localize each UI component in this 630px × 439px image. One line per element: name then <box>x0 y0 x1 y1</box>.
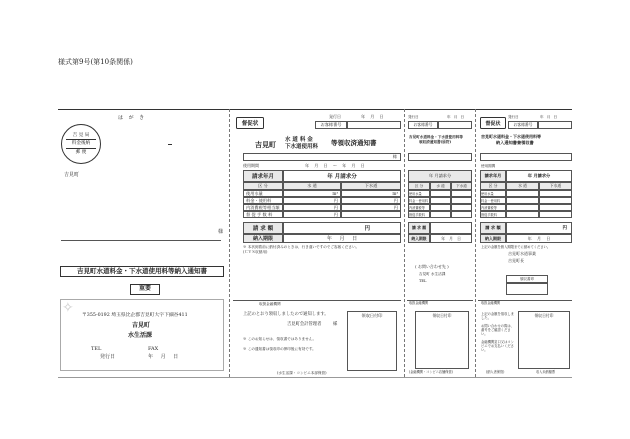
small-note-1: ※ このお知らせは、領収書ではありません。 <box>243 337 317 341</box>
stub3-cell <box>506 211 539 218</box>
row-fee2-sewer <box>341 211 401 218</box>
fax-label: FAX <box>148 346 159 352</box>
postcard-section <box>58 109 226 377</box>
stub3-usage-period: 使用期間 <box>481 164 496 168</box>
important-box <box>130 284 160 295</box>
stub3-customer-no: お客様番号 <box>508 121 538 129</box>
customer-no-label: お客様番号 <box>315 121 347 129</box>
postal-address: 〒355-0192 埼玉県比企郡吉見町大字下細谷411 <box>82 313 188 318</box>
stub2-issue-date: 発行日 <box>408 115 419 119</box>
stub2-section <box>407 109 473 377</box>
row-usage: 使用水量 <box>243 190 283 197</box>
stub2-amount-label: 請 求 額 <box>408 222 430 234</box>
stub3-amount-value: 円 <box>506 222 572 234</box>
stub2-row-1: 使用水量 <box>408 190 430 197</box>
postage-stamp-mark <box>61 124 101 164</box>
form-bottom-border <box>58 377 572 378</box>
stub3-footer-right: 収入未納額票 <box>536 370 556 374</box>
cvs-note: (ＣＶＳ収納用) <box>243 250 268 254</box>
thanks-text: 上記のとおり領収しましたので通知します。 <box>243 312 329 317</box>
reminder-tag: 督促状 <box>236 117 264 129</box>
due-value: 年 月 日 <box>283 234 401 243</box>
stub3-date-units: 年 月 日 <box>540 115 559 119</box>
address-underline <box>61 240 221 241</box>
stub2-stamp-box: 領収日付印 <box>415 311 469 369</box>
issue-date-units: 年 月 日 <box>361 114 386 119</box>
stub3-section <box>478 109 572 377</box>
stub3-reminder-tag: 督促状 <box>480 117 506 129</box>
stub3-note-3: 金融機関窓口又はコンビニでお支払いください。 <box>481 340 514 352</box>
row-tax-water: 円 <box>283 204 341 211</box>
stub2-row-3: 内消費税等 <box>408 204 430 211</box>
stamp-line-3: 郵 便 <box>75 149 87 155</box>
usage-period-units: 年 月 日 〜 年 月 日 <box>305 163 365 168</box>
issue-date-units: 年 月 日 <box>148 354 182 360</box>
stub3-row-1: 使用水量 <box>480 190 506 197</box>
stub2-customer-field <box>438 121 472 129</box>
office-section: 水生活課 <box>128 332 153 339</box>
due-label: 納入期限 <box>243 234 283 243</box>
stub2-col-sewer: 下水道 <box>451 182 472 190</box>
receipt-title-d: 等領収済通知書 <box>331 139 377 147</box>
stub2-inquiry: ( お問い合わせ先 ) <box>415 264 449 269</box>
amount-value: 円 <box>283 222 401 234</box>
stub2-row-2: 料金・使用料 <box>409 199 429 203</box>
stub2-cell <box>451 204 472 211</box>
stub2-inquiry-office: 吉見町 水生活課 <box>419 272 446 276</box>
financial-inst: 取扱金融機関 <box>259 302 281 306</box>
row-tax: 内消費税等相当額 <box>243 204 283 211</box>
tel-label: TEL <box>91 346 102 352</box>
stamp-rule <box>66 148 96 149</box>
stub3-branch-field <box>506 283 548 295</box>
stub2-date-units: 年 月 日 <box>447 115 466 119</box>
row-fee2: 督 促 手 数 料 <box>243 211 283 218</box>
stub2-title: 吉見町水道料金・下水道使用料等 <box>409 135 463 139</box>
stub3-financial-inst: 取扱金融機関 <box>481 301 501 305</box>
issue-date-label: 発行日 <box>100 354 116 360</box>
stub3-title2: 納入通知書兼領収書 <box>496 140 534 145</box>
stub3-branch-label: 領収書印 <box>506 275 548 283</box>
row-tax-sewer: 円 <box>341 204 401 211</box>
corner-star-icon: ✧ <box>62 300 74 316</box>
stub3-payee2: 吉見町長 <box>508 258 524 263</box>
row-fee-sewer: 円 <box>341 197 401 204</box>
stub3-col-water: 水 道 <box>506 182 539 190</box>
treasurer: 吉見町会計管理者 <box>287 322 322 327</box>
postcard-sama: 様 <box>218 229 224 235</box>
stub3-col-kubun: 区 分 <box>480 182 506 190</box>
stamp-line-2: 料金後納 <box>71 141 91 147</box>
stub3-payee1: 吉見町水道事業 <box>508 251 536 256</box>
stub2-due-value: 年 月 日 <box>430 234 472 243</box>
stub2-title2: 領収済通知書(原符) <box>419 140 452 144</box>
amount-label: 請 求 額 <box>243 222 283 234</box>
stub3-payee-note: 上記の金額を納入期限までに納めてください。 <box>481 245 551 249</box>
col-sewer: 下水道 <box>341 182 401 190</box>
receipt-title-c: 下水道使用料 <box>285 144 319 150</box>
stub3-customer-field <box>538 121 572 129</box>
row-usage-water: m³ <box>283 190 341 197</box>
stub2-name-field <box>408 153 472 161</box>
stamp-line-1: 吉 見 局 <box>72 133 90 139</box>
stub2-tel: TEL <box>419 279 427 283</box>
stub3-cell <box>506 197 539 204</box>
form-number: 様式第9号(第10条関係) <box>58 58 133 66</box>
stub3-amount-label: 請 求 額 <box>480 222 506 234</box>
stub3-cell <box>506 204 539 211</box>
usage-period-label: 使用期間 <box>243 163 259 168</box>
issue-date: 発行日 <box>329 114 341 119</box>
stub3-cell <box>539 190 572 197</box>
receipt-title-a: 吉見町 <box>255 140 276 149</box>
stub3-row-3: 内消費税等 <box>480 204 506 211</box>
col-kubun: 区 分 <box>243 182 283 190</box>
stub3-note-2: お問い合わせの際は、番号をご確認ください。 <box>481 324 514 336</box>
row-fee2-water: 円 <box>283 211 341 218</box>
col-water: 水 道 <box>283 182 341 190</box>
stub2-cell <box>451 211 472 218</box>
important-label: 重要 <box>138 285 151 293</box>
stub3-row-2: 料金・使用料 <box>480 197 506 204</box>
stub2-cell <box>430 211 451 218</box>
stub3-cell <box>506 190 539 197</box>
customer-no-field <box>347 121 401 129</box>
receipt-title-b: 水 道 料 金 <box>285 137 313 143</box>
stub3-col-sewer: 下水道 <box>539 182 572 190</box>
notice-title: 吉見町水道料金・下水道使用料等納入通知書 <box>77 266 207 275</box>
receipt-section <box>233 109 401 377</box>
stub2-col-kubun: 区 分 <box>408 182 430 190</box>
stub2-amount-field <box>430 222 472 234</box>
postcard-town: 吉見町 <box>64 172 80 178</box>
row-fee: 料金・使用料 <box>243 197 283 204</box>
stub3-stamp-box: 領収日付印 <box>518 311 570 369</box>
stub3-footer-left: (納入者保管) <box>486 370 505 374</box>
hagaki-label: は が き <box>118 115 147 121</box>
stub2-customer-no: お客様番号 <box>408 121 438 129</box>
stub3-cell <box>539 197 572 204</box>
stub2-billing-month: 年 月請求分 <box>408 170 472 182</box>
stub2-row-4: 督促手数料 <box>408 211 430 218</box>
receipt-name-field <box>243 153 401 161</box>
row-usage-sewer: m³ <box>341 190 401 197</box>
stub2-cell <box>451 197 472 204</box>
stub2-footer: (金融機関・コンビニ店舗保管) <box>409 370 453 374</box>
stub3-due-value: 年 月 日 <box>506 234 572 243</box>
stub2-cell <box>430 197 451 204</box>
office-town: 吉見町 <box>132 322 151 329</box>
stub3-cell <box>539 204 572 211</box>
perforation-3 <box>475 109 476 377</box>
perforation-1 <box>229 109 230 377</box>
stub3-billing-month-value: 年 月請求分 <box>506 170 572 182</box>
stub2-cell <box>451 190 472 197</box>
receipt-note: ※ 本状到着前に納付済みのときは、行き違いですのでご容赦ください。 <box>243 245 360 249</box>
small-note-2: ※ この通知書は領収印の押印後に有効です。 <box>243 347 316 351</box>
billing-month-label: 請求年月 <box>243 170 283 182</box>
receipt-stamp-box: 領収日付印 <box>347 311 397 371</box>
bottom-divider <box>233 300 401 301</box>
billing-month-value: 年 月請求分 <box>283 170 401 182</box>
treasurer-sama: 様 <box>333 322 338 327</box>
perforation-2 <box>404 109 405 377</box>
dash-mark <box>168 144 172 145</box>
receipt-sama: 様 <box>392 154 397 159</box>
receipt-footer: (水生活課・コンビニ本部保管) <box>277 371 327 375</box>
stub2-col-water: 水 道 <box>430 182 451 190</box>
stub3-issue-date: 発行日 <box>508 115 519 119</box>
stub3-row-4: 督促手数料 <box>480 211 506 218</box>
stub3-note-1: 上記の金額を領収しました。 <box>481 312 514 320</box>
stub2-financial-inst: 取扱金融機関 <box>409 301 429 305</box>
stub3-title: 吉見町水道料金・下水道使用料等 <box>481 134 541 139</box>
stub3-billing-month: 請求年月 <box>480 170 506 182</box>
stub3-cell <box>539 211 572 218</box>
stub2-due-label: 納入期限 <box>408 234 430 243</box>
stub3-due-label: 納入期限 <box>480 234 506 243</box>
stub2-cell <box>430 204 451 211</box>
notice-title-box <box>60 266 224 277</box>
stub3-name-field <box>480 153 572 161</box>
stub2-cell <box>430 190 451 197</box>
row-fee-water: 円 <box>283 197 341 204</box>
